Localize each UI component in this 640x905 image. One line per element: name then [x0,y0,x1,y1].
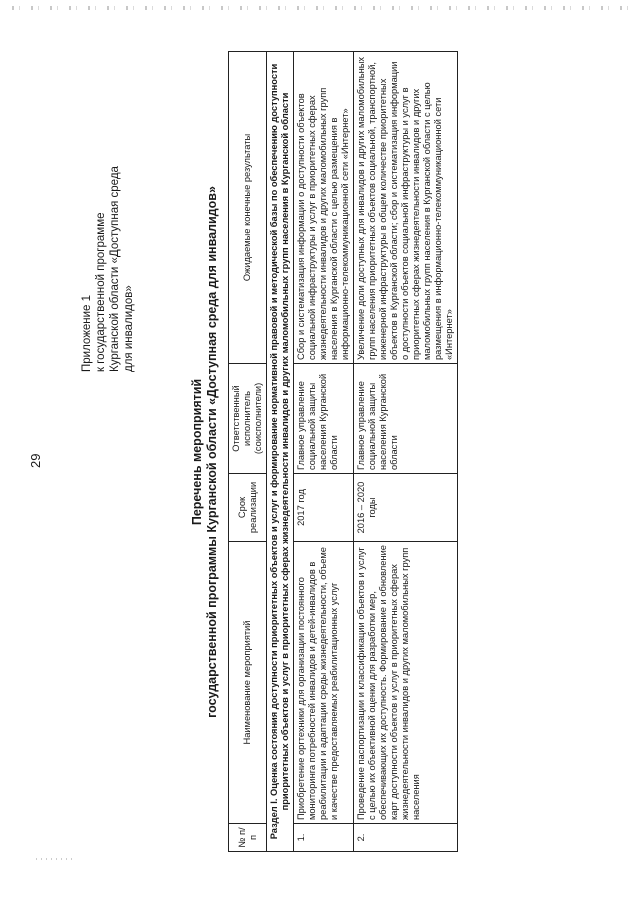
table-row [354,52,458,852]
appendix-line: Приложение 1 [81,294,93,372]
table-header-row [229,52,267,852]
cell-executor: Главное управление социальной защиты населения Курганской области [294,364,354,474]
document-page [10,12,630,892]
cell-term: 2017 год [294,474,354,542]
table-row [294,52,354,852]
scan-artifact-top [12,6,628,10]
section-heading: Раздел I. Оценка состояния доступности приоритетных объектов и услуг и формирование нормативной правовой и методической базы по обеспечению доступности приоритетных объектов и услуг в приоритетных сферах жизнедеятельности инвалидов и других маломобильных групп населения в Курганской области [267,52,294,852]
appendix-line: для инвалидов» [123,285,135,372]
title-line: государственной программы Курганской области «Доступная среда для инвалидов» [205,186,219,718]
header-executor: Ответственный исполнитель (соисполнители) [229,364,267,474]
cell-name: Проведение паспортизации и классификации объектов и услуг с целью их объективной оценки для разработки мер, обеспечивающих их доступность. Формирование и обновление карт доступности объектов и услуг в приоритетных сферах жизнедеятельности инвалидов и других маломобильных групп населения [354,542,458,824]
cell-term: 2016 – 2020 годы [354,474,458,542]
cell-results: Сбор и систематизация информации о доступности объектов социальной инфраструктуры и услуг в приоритетных сферах жизнедеятельности инвалидов и других маломобильных групп населения в Курганской области с целью размещения в информационно-телекоммуникационной сети «Интернет» [294,52,354,364]
header-num: № п/п [229,824,267,852]
cell-num: 2. [354,824,458,852]
measures-table [228,51,458,852]
title-line: Перечень мероприятий [190,378,204,526]
cell-results: Увеличение доли доступных для инвалидов и других маломобильных групп населения приоритетных объектов социальной, транспортной, инженерной инфраструктуры в общем количестве приоритетных объектов в Курганской области; сбор и систематизация информации о доступности объектов социальной инфраструктуры и услуг в приоритетных сферах жизнедеятельности инвалидов и других маломобильных групп населения в Курганской области с целью размещения в информационно-телекоммуникационной сети «Интернет» [354,52,458,364]
appendix-line: к государственной программе [95,212,107,372]
appendix-note [80,52,136,372]
header-term: Срок реализации [229,474,267,542]
cell-executor: Главное управление социальной защиты населения Курганской области [354,364,458,474]
document-title [190,102,220,802]
page-number: 29 [28,453,43,468]
section-row [267,52,294,852]
cell-num: 1. [294,824,354,852]
cell-name: Приобретение оргтехники для организации постоянного мониторинга потребностей инвалидов и детей-инвалидов в реабилитации и адаптации среды жизнедеятельности, объеме и качестве предоставляемых реабилитационных услуг [294,542,354,824]
appendix-line: Курганской области «Доступная среда [109,166,121,372]
header-name: Наименование мероприятий [229,542,267,824]
header-results: Ожидаемые конечные результаты [229,52,267,364]
